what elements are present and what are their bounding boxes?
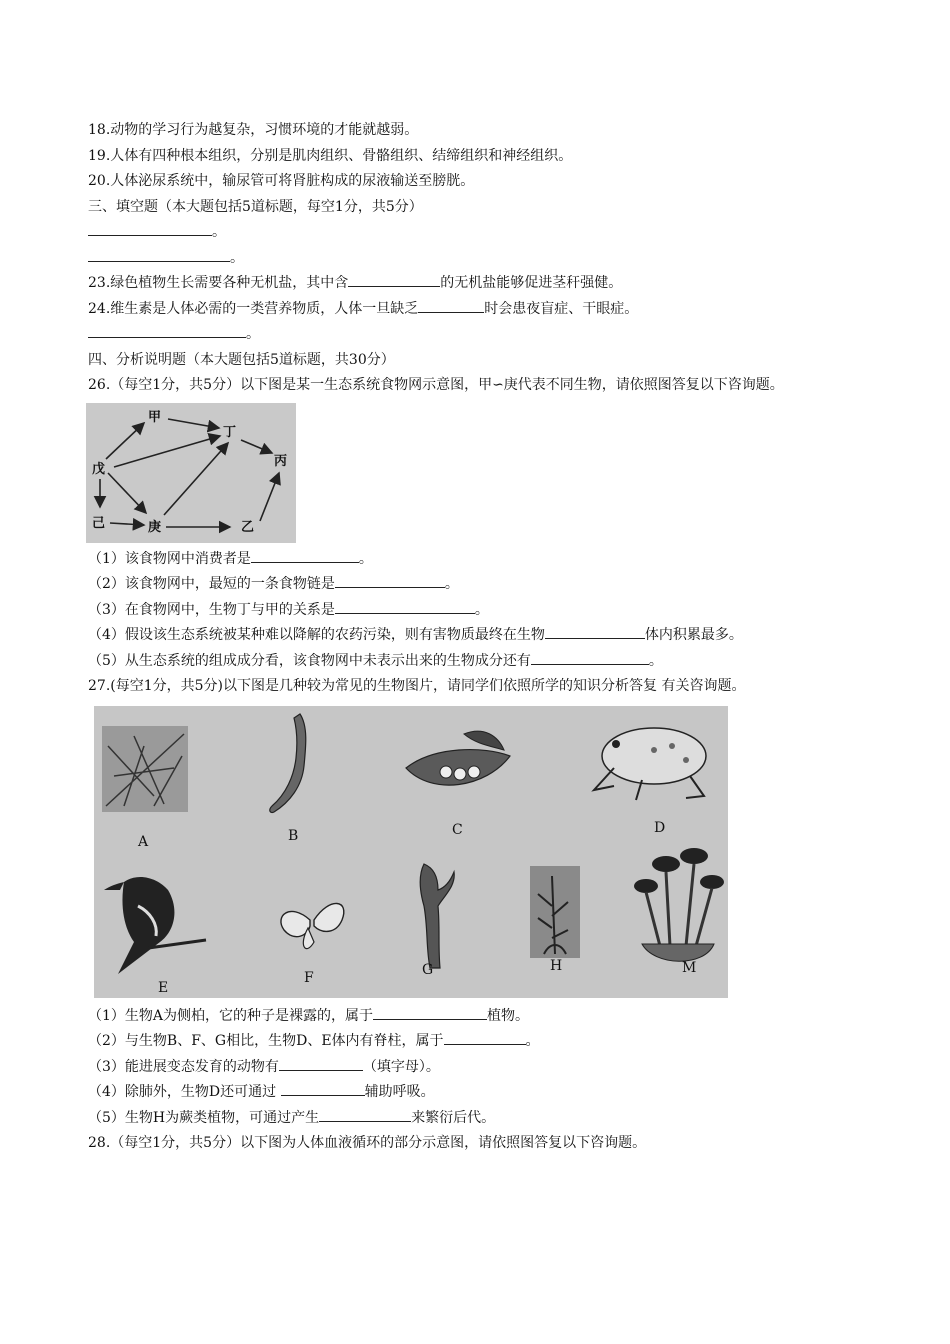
node-wu: 戊 [92, 461, 106, 477]
answer-blank[interactable] [88, 246, 230, 262]
label-d: D [654, 819, 666, 836]
question-24: 24.维生素是人体必需的一类营养物质，人体一旦缺乏 时会患夜盲症、干眼症。 [88, 297, 878, 323]
question-28: 28.（每空1分，共5分）以下图为人体血液循环的部分示意图，请依照图答复以下咨询题。 [88, 1135, 647, 1151]
food-web-diagram [86, 403, 296, 543]
label-e: E [158, 979, 169, 996]
question-20: 20.人体泌尿系统中，输尿管可将肾脏构成的尿液输送至膀胱。 [88, 173, 475, 189]
question-27-3: （3）能进展变态发育的动物有 （填字母）。 [88, 1055, 878, 1081]
answer-blank[interactable] [279, 1055, 363, 1071]
label-h: H [550, 957, 563, 974]
label-m: M [682, 959, 697, 976]
node-ding: 丁 [223, 424, 237, 440]
label-c: C [452, 821, 463, 838]
answer-blank[interactable] [335, 572, 445, 588]
question-26-3: （3）在食物网中，生物丁与甲的关系是 。 [88, 598, 878, 624]
organisms-illustration [94, 706, 728, 998]
question-27-5: （5）生物H为蕨类植物，可通过产生 来繁衍后代。 [88, 1106, 878, 1132]
food-web-figure [86, 403, 296, 543]
label-g: G [422, 961, 434, 978]
question-26-4: （4）假设该生态系统被某种难以降解的农药污染，则有害物质最终在生物 体内积累最多。 [88, 623, 878, 649]
answer-blank[interactable] [348, 271, 440, 287]
answer-blank[interactable] [88, 322, 246, 338]
question-27-1: （1）生物A为侧柏，它的种子是裸露的，属于 植物。 [88, 1004, 878, 1030]
node-bing: 丙 [274, 453, 288, 469]
answer-blank[interactable] [531, 649, 649, 665]
node-yi: 乙 [241, 519, 255, 535]
question-19: 19.人体有四种根本组织，分别是肌肉组织、骨骼组织、结缔组织和神经组织。 [88, 147, 573, 164]
fill-blank-line-21: 。 [88, 220, 878, 246]
answer-blank[interactable] [545, 623, 645, 639]
exam-page [88, 118, 878, 1157]
answer-blank[interactable] [444, 1029, 526, 1045]
fern-icon [530, 866, 580, 958]
question-26: 26.（每空1分，共5分）以下图是某一生态系统食物网示意图，甲∽庚代表不同生物，请依照图答复以下咨询题。 [88, 377, 784, 393]
fill-blank-line-22: 。 [88, 246, 878, 272]
fill-blank-line-25: 。 [88, 322, 878, 348]
answer-blank[interactable] [335, 598, 475, 614]
cypress-branch-icon [102, 726, 188, 812]
section-4-heading: 四、分析说明题（本大题包括5道标题，共30分） [88, 351, 395, 368]
question-26-2: （2）该食物网中，最短的一条食物链是 。 [88, 572, 878, 598]
question-27: 27.(每空1分，共5分)以下图是几种较为常见的生物图片，请同学们依照所学的知识分析答复 有关咨询题。 [88, 678, 746, 694]
answer-blank[interactable] [373, 1004, 487, 1020]
label-f: F [304, 969, 314, 986]
question-27-2: （2）与生物B、F、G相比，生物D、E体内有脊柱，属于 。 [88, 1029, 878, 1055]
question-18: 18.动物的学习行为越复杂，习惯环境的才能就越弱。 [88, 122, 419, 138]
node-geng: 庚 [148, 519, 162, 535]
question-26-1: （1）该食物网中消费者是 。 [88, 547, 878, 573]
question-27-4: （4）除肺外，生物D还可通过 辅助呼吸。 [88, 1080, 878, 1106]
question-26-5: （5）从生态系统的组成成分看，该食物网中未表示出来的生物成分还有 。 [88, 649, 878, 675]
answer-blank[interactable] [418, 297, 484, 313]
answer-blank[interactable] [251, 547, 359, 563]
answer-blank[interactable] [319, 1106, 411, 1122]
section-3-heading: 三、填空题（本大题包括5道标题，每空1分，共5分） [88, 198, 423, 215]
answer-blank[interactable] [281, 1080, 365, 1096]
node-jia: 甲 [148, 409, 162, 425]
question-23: 23.绿色植物生长需要各种无机盐，其中含 的无机盐能够促进茎秆强健。 [88, 271, 878, 297]
label-b: B [288, 827, 299, 844]
node-ji: 己 [92, 515, 106, 531]
label-a: A [138, 833, 149, 850]
answer-blank[interactable] [88, 220, 212, 236]
organisms-figure [94, 706, 728, 998]
